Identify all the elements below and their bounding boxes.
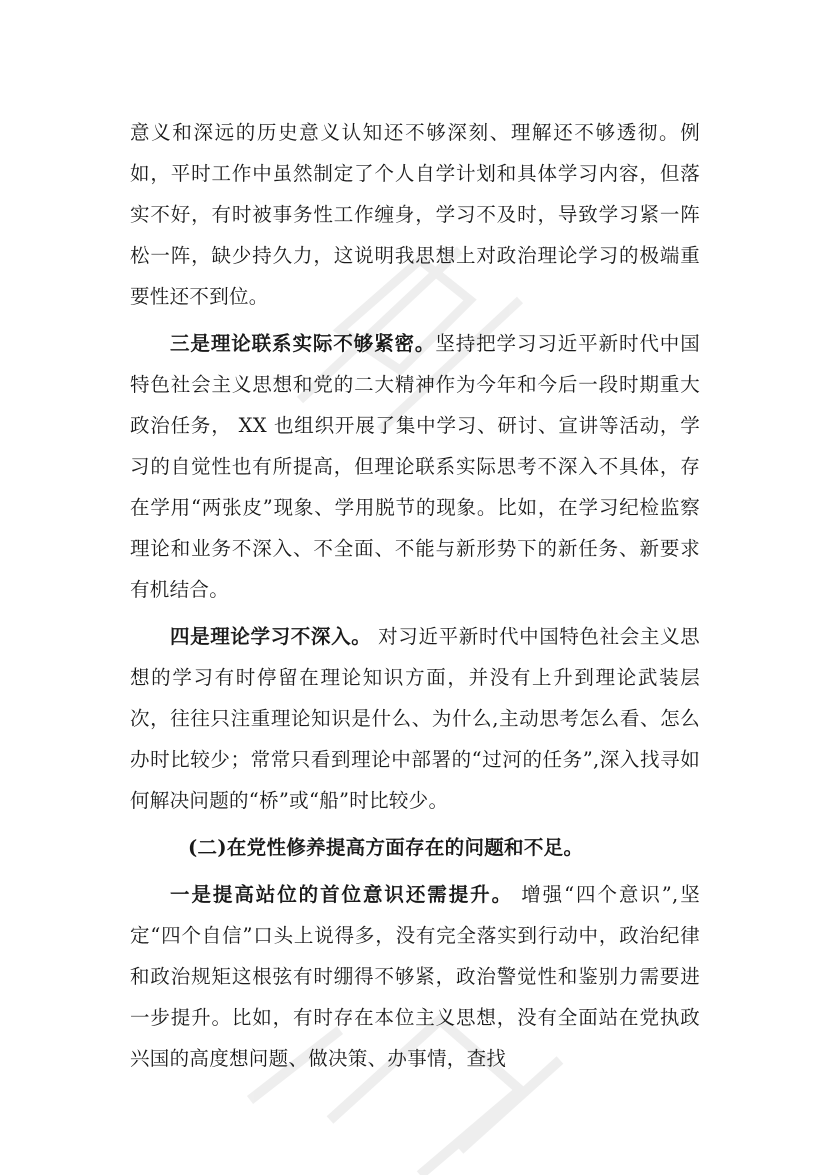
paragraph-lead: 三是理论联系实际不够紧密。 [170, 332, 436, 355]
section-heading-text: (二)在党性修养提高方面存在的问题和不足。 [188, 836, 584, 859]
paragraph-text: 增强“四个意识”,坚定“四个自信”口头上说得多，没有完全落实到行动中，政治纪律和政治规矩这根弦有时绷得不够紧，政治警觉性和鉴别力需要进一步提升。比如，有时存在本位主义思想，没有全面站在党执政兴国的高度想问题、做决策、办事情，查找 [130, 883, 700, 1070]
document-body [130, 112, 700, 1079]
paragraph-theory-significance [130, 112, 700, 317]
paragraph-lead: 一是提高站位的首位意识还需提升。 [170, 883, 514, 906]
paragraph-lead: 四是理论学习不深入。 [170, 625, 372, 648]
paragraph-theory-practice [130, 323, 700, 610]
paragraph-text: 坚持把学习习近平新时代中国特色社会主义思想和党的二大精神作为今年和今后一段时期重大政治任务， XX 也组织开展了集中学习、研讨、宣讲等活动，学习的自觉性也有所提高，但理论联系实际思考不深入不具体，存在学用“两张皮”现象、学用脱节的现象。比如，在学习纪检监察理论和业务不深入、不全面、不能与新形势下的新任务、新要求有机结合。 [130, 332, 701, 601]
paragraph-text: 对习近平新时代中国特色社会主义思想的学习有时停留在理论知识方面，并没有上升到理论武装层次，往往只注重理论知识是什么、为什么,主动思考怎么看、怎么办时比较少；常常只看到理论中部署的“过河的任务”,深入找寻如何解决问题的“桥”或“船”时比较少。 [130, 625, 700, 812]
section-heading [130, 827, 700, 868]
paragraph-political-awareness [130, 874, 700, 1079]
paragraph-theory-depth [130, 616, 700, 821]
paragraph-text: 意义和深远的历史意义认知还不够深刻、理解还不够透彻。例如，平时工作中虽然制定了个人自学计划和具体学习内容，但落实不好，有时被事务性工作缠身，学习不及时，导致学习紧一阵松一阵，缺少持久力，这说明我思想上对政治理论学习的极端重要性还不到位。 [130, 121, 700, 308]
